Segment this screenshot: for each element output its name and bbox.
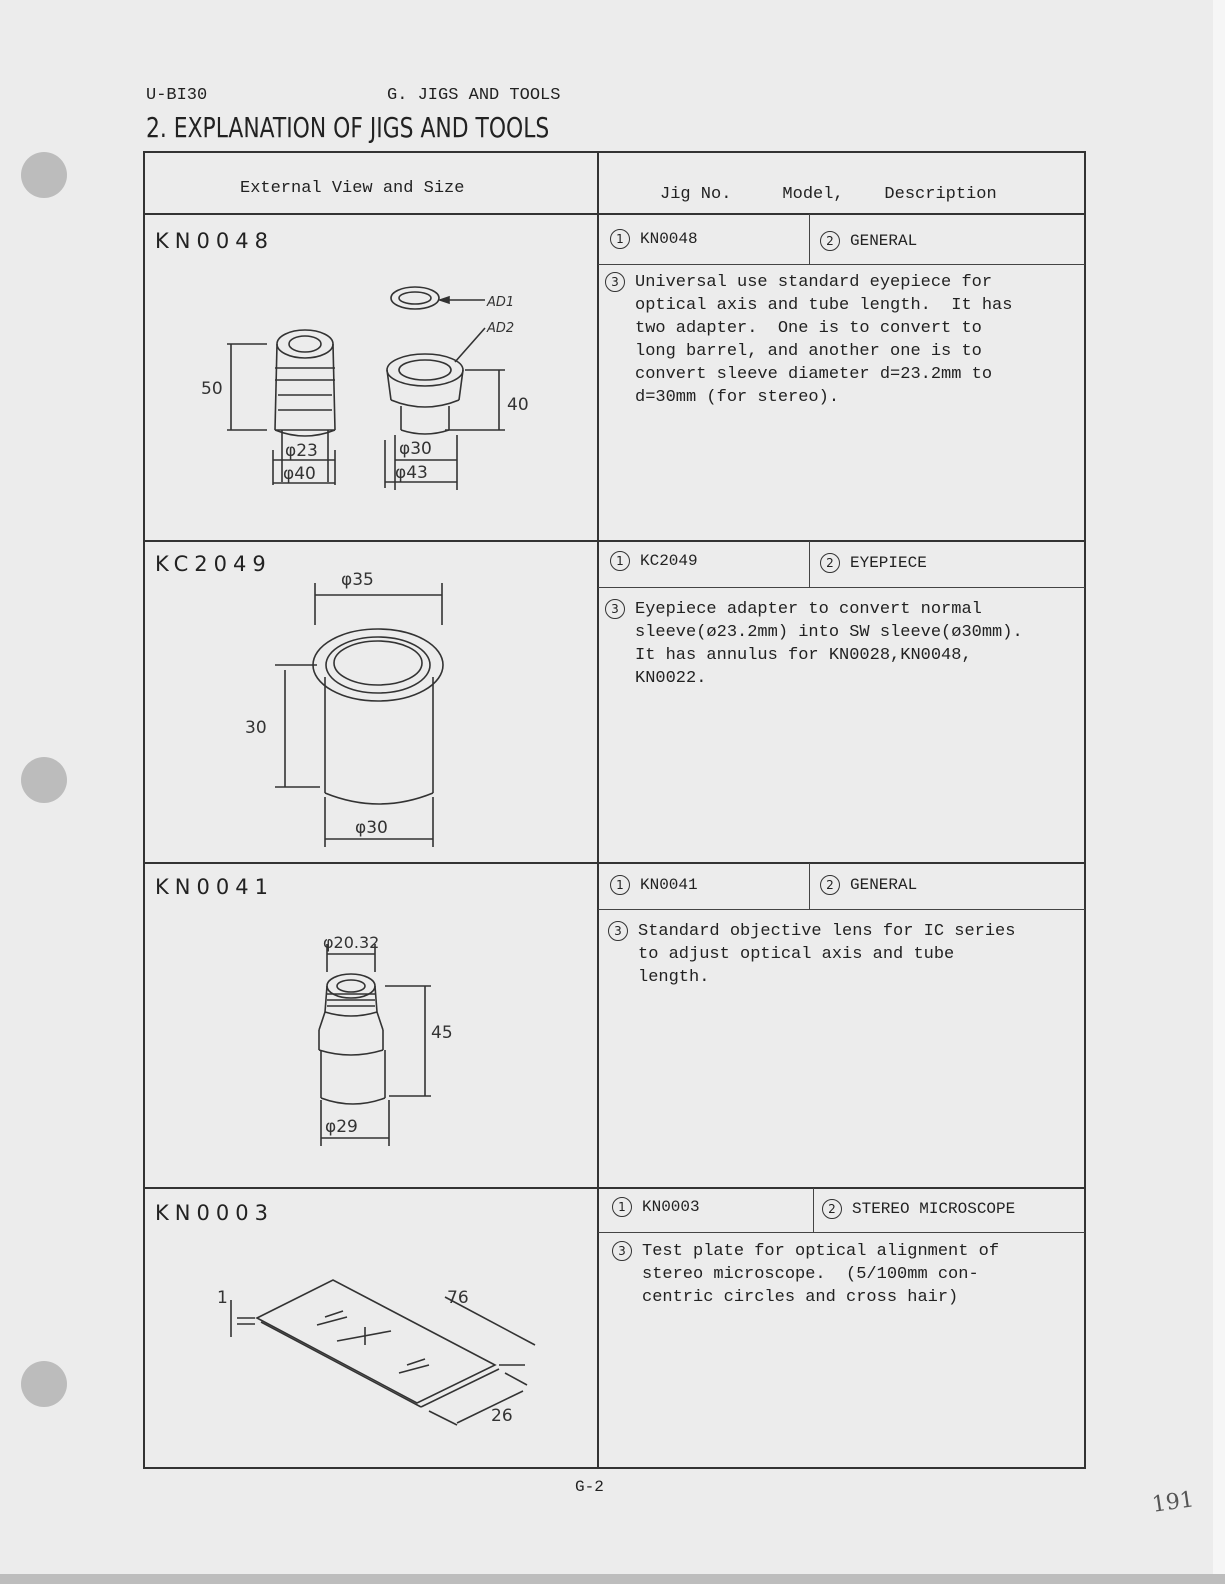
jig-number: KN0048 — [640, 230, 698, 248]
cell-divider — [809, 214, 810, 264]
dim-outer-right: φ43 — [395, 463, 428, 483]
description-cell — [605, 271, 1012, 409]
marker-1: 1 — [610, 875, 630, 895]
marker-3: 3 — [605, 599, 625, 619]
marker-2: 2 — [820, 231, 840, 251]
description: Test plate for optical alignment of stereo microscope. (5/100mm con- centric circles and cross hair) — [642, 1242, 1000, 1307]
jig-number-cell — [610, 875, 698, 895]
jig-number-cell — [610, 229, 698, 249]
punch-hole — [21, 1361, 67, 1407]
adapter-drawing — [145, 565, 595, 857]
marker-1: 1 — [610, 551, 630, 571]
marker-2: 2 — [820, 553, 840, 573]
model-cell — [822, 1199, 1015, 1219]
cell-divider — [598, 264, 1085, 265]
dim-top: φ20.32 — [323, 933, 380, 952]
model-cell — [820, 875, 917, 895]
cell-divider — [809, 541, 810, 587]
page-number: G-2 — [575, 1478, 604, 1496]
cell-divider — [809, 863, 810, 909]
scan-edge — [1213, 0, 1225, 1584]
cell-divider — [813, 1188, 814, 1232]
test-plate-drawing — [145, 1245, 595, 1460]
handwritten-note: 191 — [1150, 1487, 1196, 1518]
description: Universal use standard eyepiece for optical axis and tube length. It has two adapter. One is to convert to long barrel, and another one is to convert sleeve diameter d=23.2mm to d=30mm (for stereo). — [635, 273, 1013, 407]
model: GENERAL — [850, 232, 918, 250]
dim-height-right: 40 — [507, 395, 529, 415]
punch-hole — [21, 757, 67, 803]
description: Eyepiece adapter to convert normal sleeve(ø23.2mm) into SW sleeve(ø30mm). It has annulus for KN0028,KN0048, KN0022. — [635, 600, 1023, 688]
column-header-description: Jig No. Model, Description — [660, 185, 997, 204]
description: Standard objective lens for IC series to adjust optical axis and tube length. — [638, 922, 1016, 987]
row-code: KC2049 — [155, 552, 272, 576]
dim-width: 26 — [491, 1406, 513, 1426]
jig-number-cell — [612, 1197, 700, 1217]
marker-2: 2 — [822, 1199, 842, 1219]
dim-inner-left: φ23 — [285, 441, 318, 461]
row-divider — [143, 862, 1086, 864]
objective-drawing — [145, 920, 595, 1182]
marker-2: 2 — [820, 875, 840, 895]
row-divider — [143, 540, 1086, 542]
row-code: KN0041 — [155, 875, 274, 899]
jig-number: KN0003 — [642, 1198, 700, 1216]
dim-top: φ35 — [341, 570, 374, 590]
label-ad1: AD1 — [487, 295, 515, 310]
description-cell — [612, 1240, 999, 1309]
description-cell — [608, 920, 1015, 989]
punch-hole — [21, 152, 67, 198]
cell-divider — [598, 909, 1085, 910]
section-title: G. JIGS AND TOOLS — [387, 86, 561, 105]
dim-bottom: φ29 — [325, 1117, 358, 1137]
marker-3: 3 — [612, 1241, 632, 1261]
dim-length: 76 — [447, 1288, 469, 1308]
dim-inner-right: φ30 — [399, 439, 432, 459]
row-code: KN0003 — [155, 1201, 274, 1225]
marker-1: 1 — [610, 229, 630, 249]
eyepiece-drawing — [145, 270, 595, 535]
row-code: KN0048 — [155, 229, 274, 253]
model: STEREO MICROSCOPE — [852, 1200, 1016, 1218]
description-cell — [605, 598, 1023, 690]
cell-divider — [598, 587, 1085, 588]
column-header-view: External View and Size — [240, 179, 465, 198]
marker-1: 1 — [612, 1197, 632, 1217]
dim-bottom: φ30 — [355, 818, 388, 838]
model: GENERAL — [850, 876, 918, 894]
jig-number: KC2049 — [640, 552, 698, 570]
dim-height: 45 — [431, 1023, 453, 1043]
dim-thickness: 1 — [217, 1288, 228, 1308]
model-cell — [820, 553, 927, 573]
cell-divider — [598, 1232, 1085, 1233]
scan-bottom-edge — [0, 1574, 1225, 1584]
row-divider — [143, 1187, 1086, 1189]
row-divider — [143, 213, 1086, 215]
model-cell — [820, 231, 917, 251]
dim-outer-left: φ40 — [283, 464, 316, 484]
label-ad2: AD2 — [487, 321, 515, 336]
jig-number-cell — [610, 551, 698, 571]
column-divider — [597, 151, 599, 1469]
page-title: 2. EXPLANATION OF JIGS AND TOOLS — [146, 111, 550, 144]
model: EYEPIECE — [850, 554, 927, 572]
marker-3: 3 — [605, 272, 625, 292]
dim-height: 30 — [245, 718, 267, 738]
jig-number: KN0041 — [640, 876, 698, 894]
marker-3: 3 — [608, 921, 628, 941]
doc-code: U-BI30 — [146, 86, 208, 105]
dim-height-left: 50 — [201, 379, 223, 399]
